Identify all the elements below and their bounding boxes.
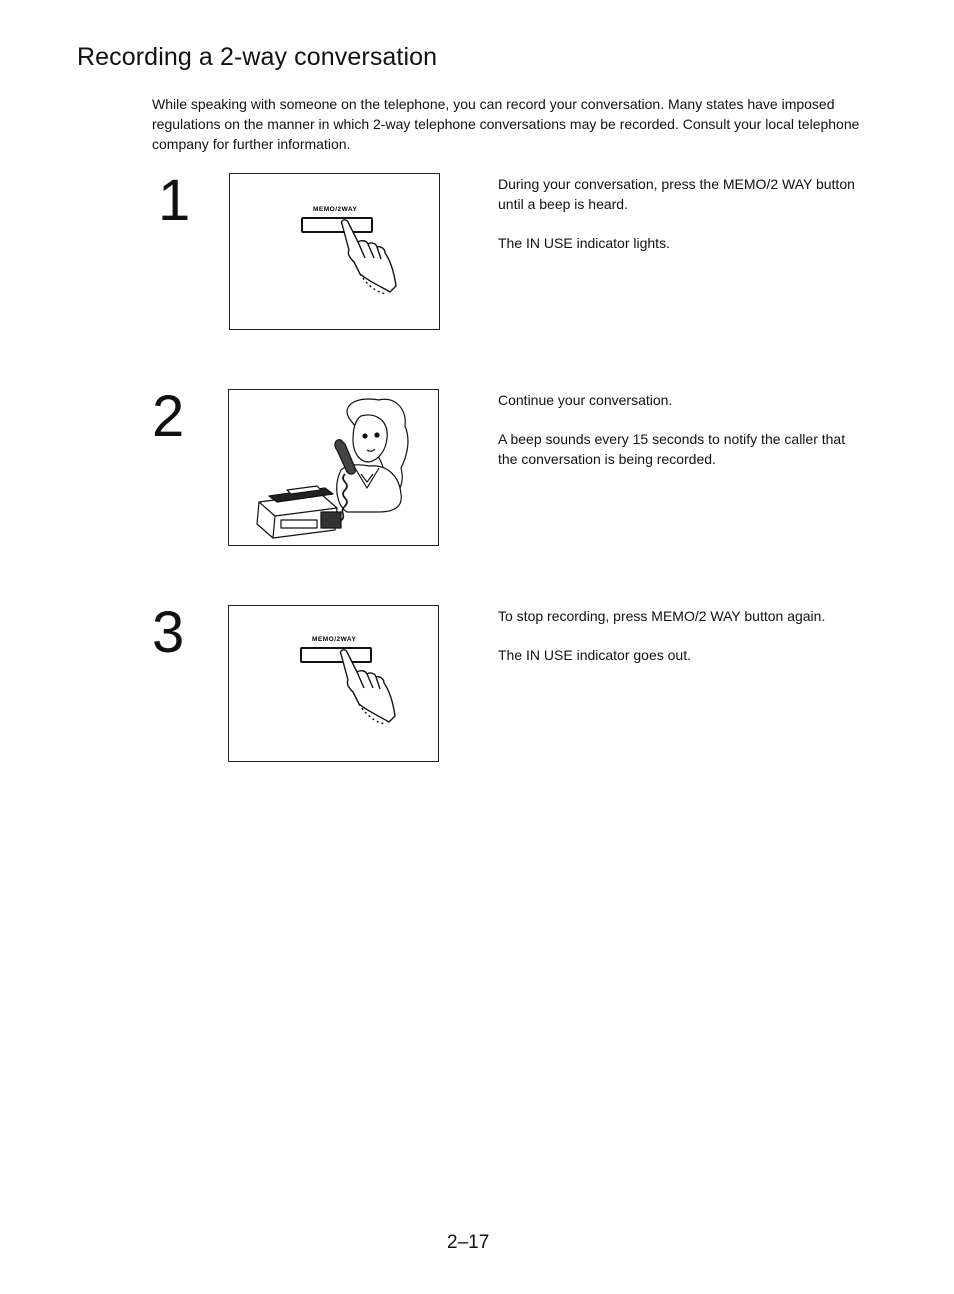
step-3-text-1: To stop recording, press MEMO/2 WAY button again.	[498, 608, 826, 624]
step-2-description	[498, 390, 868, 488]
step-1-text-1: During your conversation, press the MEMO/2 WAY button until a beep is heard.	[498, 176, 855, 212]
step-2-illustration	[228, 389, 439, 546]
step-1-text-2: The IN USE indicator lights.	[498, 235, 670, 251]
step-1-description	[498, 174, 868, 272]
press-button-icon	[230, 174, 441, 331]
step-3-number: 3	[152, 600, 185, 665]
step-3-text-2: The IN USE indicator goes out.	[498, 647, 691, 663]
step-1-number: 1	[158, 168, 191, 233]
page-number: 2–17	[447, 1232, 490, 1253]
woman-on-phone-icon	[229, 390, 440, 547]
step-3-description	[498, 606, 868, 684]
step-2-number: 2	[152, 384, 185, 449]
memo-2way-button	[301, 648, 371, 662]
hand-pointer-icon	[342, 220, 396, 294]
memo-2way-button	[302, 218, 372, 232]
step-1-illustration	[229, 173, 440, 330]
page-title: Recording a 2-way conversation	[77, 43, 438, 71]
step-2-text-1: Continue your conversation.	[498, 392, 673, 408]
hand-pointer-icon	[341, 650, 395, 724]
memo-2way-button-label: MEMO/2WAY	[313, 206, 358, 213]
handset-shape	[335, 440, 355, 474]
step-3-illustration	[228, 605, 439, 762]
memo-2way-button-label: MEMO/2WAY	[312, 636, 357, 643]
press-button-icon	[229, 606, 440, 763]
step-2-text-2: A beep sounds every 15 seconds to notify the caller that the conversation is being recorded.	[498, 431, 846, 467]
intro-paragraph: While speaking with someone on the telephone, you can record your conversation. Many states have imposed regulations on the manner in which 2-way telephone conversations may be recorded. Consult your local telephone company for further information.	[152, 96, 860, 152]
